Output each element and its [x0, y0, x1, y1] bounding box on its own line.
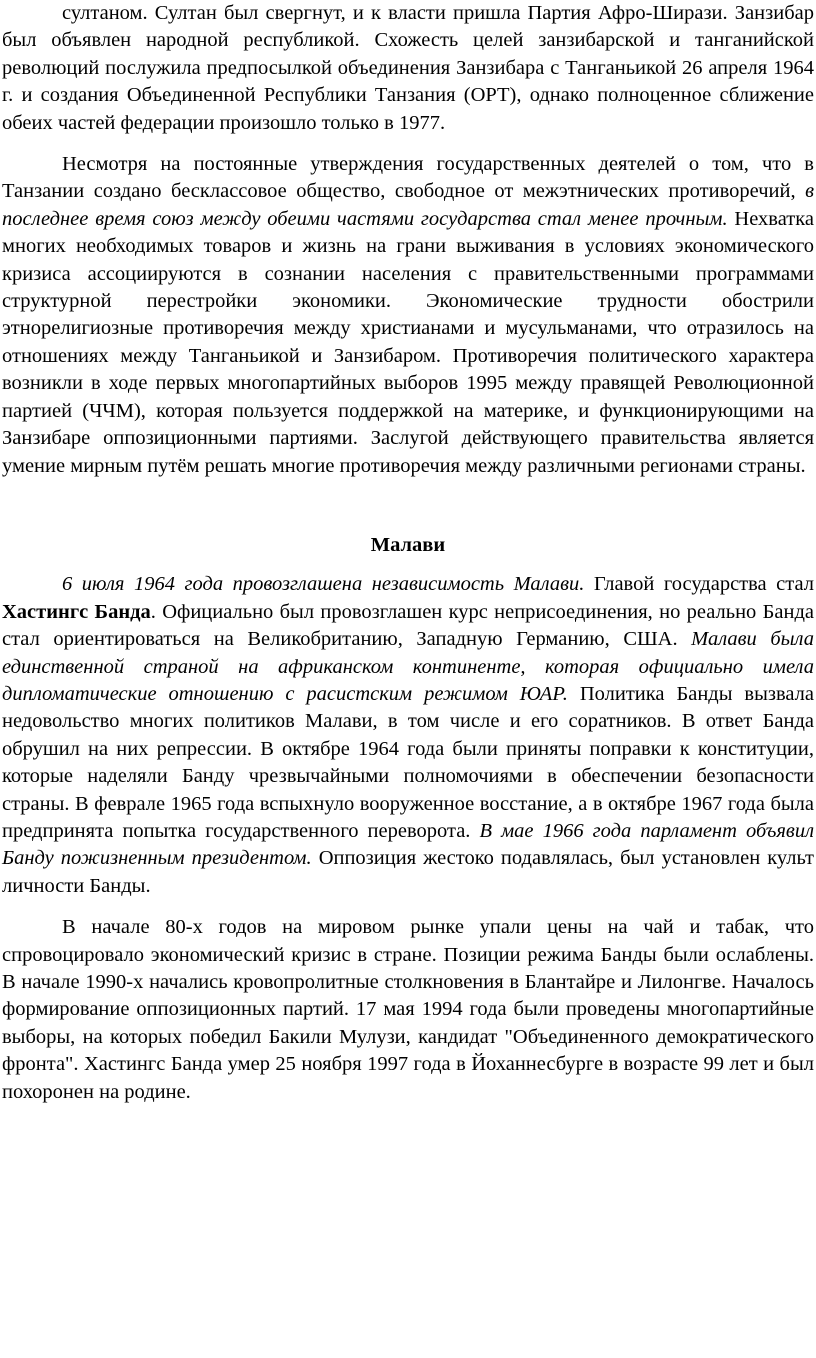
paragraph-text: Несмотря на постоянные утверждения государственных деятелей о том, что в Танзании создано бесклассовое общество, свободное от межэтнических противоречий,: [2, 153, 814, 203]
paragraph-text: В начале 80-х годов на мировом рынке упали цены на чай и табак, что спровоцировало экономический кризис в стране. Позиции режима Банды были ослаблены. В начале 1990-х начались кровопролитные столкновения в Блантайре и Лилонгве. Началось формирование оппозиционных партий. 17 мая 1994 года были проведены многопартийные выборы, на которых победил Бакили Мулузи, кандидат "Объединенного демократического фронта". Хастингс Банда умер 25 ноября 1997 года в Йоханнесбурге в возрасте 99 лет и был похоронен на родине.: [2, 916, 814, 1103]
section-heading-malawi: Малави: [370, 533, 446, 556]
italic-emphasis: 6 июля 1964 года провозглашена независимость Малави.: [62, 573, 585, 596]
paragraph-text: Главой государства стал: [584, 573, 814, 596]
paragraph-malawi-independence: [2, 571, 814, 900]
italic-emphasis: Малави была единственной страной на африканском континенте, которая официально имела дипломатические отношению с расистским режимом ЮАР.: [2, 628, 814, 705]
paragraph-malawi-crisis: [2, 914, 814, 1106]
paragraph-zanzibar-union: [2, 0, 814, 137]
paragraph-text: Оппозиция жестоко подавлялась, был установлен культ личности Банды.: [2, 847, 814, 897]
paragraph-text: . Официально был провозглашен курс неприсоединения, но реально Банда стал ориентироваться на Великобританию, Западную Германию, США.: [2, 600, 814, 651]
paragraph-tanzania-tensions: [2, 151, 814, 480]
bold-name: Хастингс Банда: [2, 600, 151, 623]
paragraph-text: Нехватка многих необходимых товаров и жизнь на грани выживания в условиях экономического кризиса ассоциируются в сознании населения с правительственными программами структурной перестройки экономики. Экономические трудности обострили этнорелигиозные противоречия между христианами и мусульманами, что отразилось на отношениях между Танганьикой и Занзибаром. Противоречия политического характера возникли в ходе первых многопартийных выборов 1995 между правящей Революционной партией (ЧЧМ), которая пользуется поддержкой на материке, и функционирующими на Занзибаре оппозиционными партиями. Заслугой действующего правительства является умение мирным путём решать многие противоречия между различными регионами страны.: [2, 207, 814, 477]
paragraph-text: султаном. Султан был свергнут, и к власти пришла Партия Афро-Ширази. Занзибар был объявлен народной республикой. Схожесть целей занзибарской и танганийской революций послужила предпосылкой объединения Занзибара с Танганьикой 26 апреля 1964 г. и создания Объединенной Республики Танзания (ОРТ), однако полноценное сближение обеих частей федерации произошло только в 1977.: [2, 2, 814, 134]
paragraph-text: Политика Банды вызвала недовольство многих политиков Малави, в том числе и его соратников. В ответ Банда обрушил на них репрессии. В октябре 1964 года были приняты поправки к конституции, которые наделяли Банду чрезвычайными полномочиями в обеспечении безопасности страны. В феврале 1965 года вспыхнуло вооруженное восстание, а в октябре 1967 года была предпринята попытка государственного переворота.: [2, 682, 815, 842]
italic-emphasis: в последнее время союз между обеими частями государства стал менее прочным.: [2, 180, 814, 230]
italic-emphasis: В мае 1966 года парламент объявил Банду пожизненным президентом.: [2, 819, 815, 870]
